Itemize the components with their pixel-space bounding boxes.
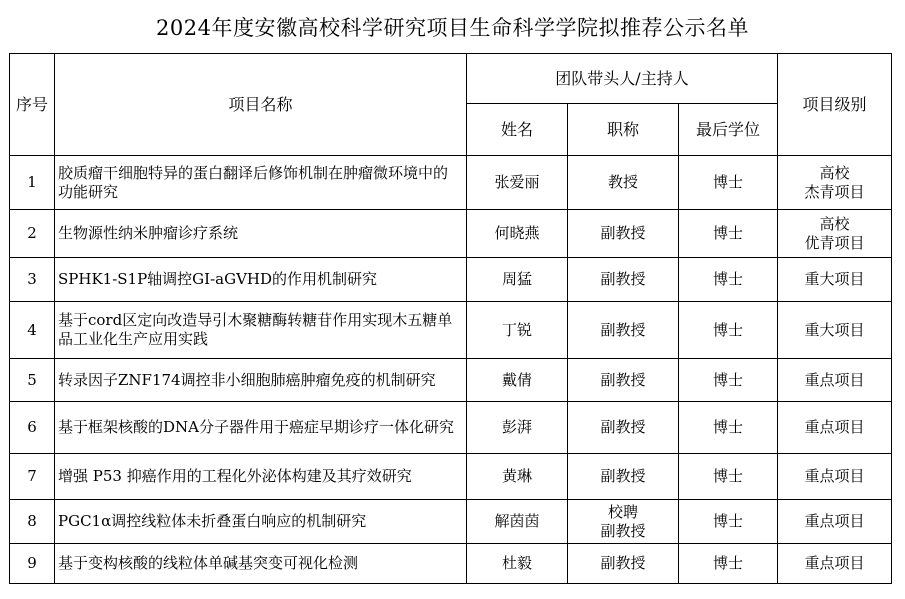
cell-project-name: 生物源性纳米肿瘤诊疗系统: [55, 210, 467, 258]
cell-degree: 博士: [679, 402, 778, 454]
table-row: [10, 210, 892, 258]
cell-seq: 3: [10, 258, 55, 302]
cell-seq: 6: [10, 402, 55, 454]
cell-level: [778, 500, 892, 544]
header-degree: 最后学位: [679, 104, 778, 156]
cell-level: [778, 210, 892, 258]
cell-level: [778, 156, 892, 210]
cell-title-line: 副教授: [600, 320, 646, 339]
cell-degree: 博士: [679, 359, 778, 402]
cell-leader-name: 丁锐: [467, 302, 568, 359]
cell-degree: 博士: [679, 454, 778, 500]
cell-leader-name: 解茵茵: [467, 500, 568, 544]
cell-level-line: 重点项目: [804, 554, 865, 572]
table-row: [10, 258, 892, 302]
cell-degree: 博士: [679, 258, 778, 302]
cell-title: [568, 500, 679, 544]
cell-leader-name: 张爱丽: [467, 156, 568, 210]
cell-degree: 博士: [679, 500, 778, 544]
cell-title: [568, 258, 679, 302]
table-header-row: [10, 54, 892, 104]
cell-project-name: 基于框架核酸的DNA分子器件用于癌症早期诊疗一体化研究: [55, 402, 467, 454]
header-title: 职称: [568, 104, 679, 156]
cell-degree: 博士: [679, 544, 778, 584]
cell-level-line: 重大项目: [804, 270, 865, 288]
cell-title-line: 副教授: [600, 554, 646, 572]
table-row: [10, 402, 892, 454]
cell-level-line: 重点项目: [804, 418, 865, 436]
cell-leader-name: 周猛: [467, 258, 568, 302]
header-seq: 序号: [10, 54, 55, 156]
cell-title-line: 副教授: [600, 370, 646, 389]
header-name: 姓名: [467, 104, 568, 156]
cell-title-line: 副教授: [600, 224, 646, 242]
header-project-name: 项目名称: [55, 54, 467, 156]
table-row: [10, 359, 892, 402]
cell-project-name: 胶质瘤干细胞特异的蛋白翻译后修饰机制在肿瘤微环境中的功能研究: [55, 156, 467, 210]
table-row: [10, 454, 892, 500]
cell-level-line: 重点项目: [804, 370, 865, 389]
cell-level-line: 重大项目: [804, 320, 865, 339]
table-row: [10, 302, 892, 359]
cell-title-line: 副教授: [600, 270, 646, 288]
page-title: 2024年度安徽高校科学研究项目生命科学学院拟推荐公示名单: [156, 16, 749, 40]
cell-level: [778, 544, 892, 584]
cell-level-line: 高校: [819, 214, 850, 233]
table-row: [10, 544, 892, 584]
cell-level-line: 重点项目: [804, 512, 865, 530]
cell-seq: 5: [10, 359, 55, 402]
cell-title: [568, 210, 679, 258]
cell-level: [778, 258, 892, 302]
cell-seq: 2: [10, 210, 55, 258]
cell-title: [568, 454, 679, 500]
cell-project-name: 转录因子ZNF174调控非小细胞肺癌肿瘤免疫的机制研究: [55, 359, 467, 402]
cell-seq: 4: [10, 302, 55, 359]
cell-level: [778, 302, 892, 359]
cell-level: [778, 359, 892, 402]
cell-title-line: 校聘: [607, 502, 638, 521]
cell-level-line: 优青项目: [804, 233, 865, 252]
cell-title-line: 副教授: [600, 521, 646, 540]
cell-leader-name: 何晓燕: [467, 210, 568, 258]
cell-leader-name: 戴倩: [467, 359, 568, 402]
cell-project-name: 增强 P53 抑癌作用的工程化外泌体构建及其疗效研究: [55, 454, 467, 500]
header-level: 项目级别: [778, 54, 892, 156]
cell-project-name: 基于变构核酸的线粒体单碱基突变可视化检测: [55, 544, 467, 584]
cell-level: [778, 402, 892, 454]
cell-project-name: SPHK1-S1P轴调控GI-aGVHD的作用机制研究: [55, 258, 467, 302]
cell-project-name: 基于cord区定向改造导引木聚糖酶转糖苷作用实现木五糖单品工业化生产应用实践: [55, 302, 467, 359]
table-row: [10, 156, 892, 210]
cell-level-line: 重点项目: [804, 467, 865, 485]
cell-level-line: 高校: [819, 163, 850, 182]
cell-title: [568, 302, 679, 359]
cell-degree: 博士: [679, 210, 778, 258]
roster-table: [9, 53, 892, 584]
cell-title: [568, 544, 679, 584]
cell-seq: 8: [10, 500, 55, 544]
cell-degree: 博士: [679, 156, 778, 210]
cell-seq: 7: [10, 454, 55, 500]
cell-title-line: 教授: [607, 173, 638, 191]
cell-leader-name: 杜毅: [467, 544, 568, 584]
table-row: [10, 500, 892, 544]
cell-project-name: PGC1α调控线粒体未折叠蛋白响应的机制研究: [55, 500, 467, 544]
header-team-leader: 团队带头人/主持人: [467, 54, 778, 104]
cell-title: [568, 402, 679, 454]
cell-level-line: 杰青项目: [804, 182, 865, 201]
cell-seq: 9: [10, 544, 55, 584]
cell-title-line: 副教授: [600, 418, 646, 436]
cell-title: [568, 359, 679, 402]
cell-level: [778, 454, 892, 500]
cell-leader-name: 彭湃: [467, 402, 568, 454]
cell-seq: 1: [10, 156, 55, 210]
cell-title-line: 副教授: [600, 467, 646, 485]
cell-degree: 博士: [679, 302, 778, 359]
cell-leader-name: 黄琳: [467, 454, 568, 500]
cell-title: [568, 156, 679, 210]
